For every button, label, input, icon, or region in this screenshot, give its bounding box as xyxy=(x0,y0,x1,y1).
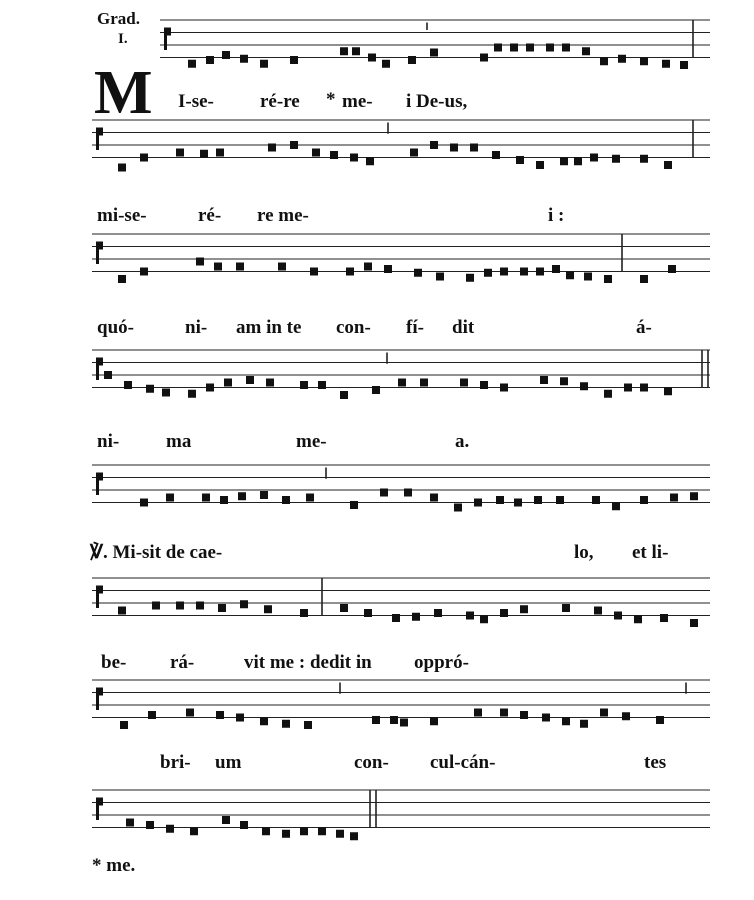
neume-note xyxy=(500,384,508,392)
neume-note xyxy=(664,161,672,169)
neume-note xyxy=(526,44,534,52)
neume-note xyxy=(640,57,648,65)
lyric-syllable: ma xyxy=(166,431,192,452)
neume-note xyxy=(434,609,442,617)
neume-note xyxy=(188,390,196,398)
neume-note xyxy=(264,605,272,613)
neume-note xyxy=(604,390,612,398)
neume-note xyxy=(118,164,126,172)
neume-note xyxy=(304,721,312,729)
lyric-syllable: I-se- xyxy=(178,91,214,112)
neume-note xyxy=(266,379,274,387)
lyric-syllable: ré-re xyxy=(260,91,300,112)
neume-note xyxy=(330,151,338,159)
neume-note xyxy=(176,602,184,610)
lyric-syllable: con- xyxy=(354,752,389,773)
neume-note xyxy=(380,489,388,497)
neume-note xyxy=(224,379,232,387)
neume-note xyxy=(214,263,222,271)
neume-note xyxy=(640,155,648,163)
neume-note xyxy=(562,44,570,52)
lyric-syllable: bri- xyxy=(160,752,191,773)
clef-glyph xyxy=(96,473,103,481)
neume-note xyxy=(282,720,290,728)
lyric-syllable: dit xyxy=(452,317,475,338)
clef-glyph xyxy=(96,480,99,495)
neume-note xyxy=(390,716,398,724)
neume-note xyxy=(660,614,668,622)
neume-note xyxy=(372,716,380,724)
lyric-syllable: á- xyxy=(636,317,652,338)
neume-note xyxy=(562,604,570,612)
neume-note xyxy=(340,391,348,399)
neume-note xyxy=(474,709,482,717)
neume-note xyxy=(186,709,194,717)
neume-note xyxy=(624,384,632,392)
neume-note xyxy=(240,55,248,63)
neume-note xyxy=(216,711,224,719)
lyric-syllable: a. xyxy=(455,431,470,452)
lyric-syllable: rá- xyxy=(170,652,195,673)
neume-note xyxy=(350,154,358,162)
neume-note xyxy=(534,496,542,504)
neume-note xyxy=(310,268,318,276)
clef-glyph xyxy=(96,135,99,150)
neume-note xyxy=(124,381,132,389)
neume-note xyxy=(216,149,224,157)
neume-note xyxy=(640,384,648,392)
lyric-syllable: ni- xyxy=(97,431,120,452)
neume-note xyxy=(612,155,620,163)
neume-note xyxy=(202,494,210,502)
neume-note xyxy=(430,49,438,57)
lyric-syllable: et li- xyxy=(632,542,669,563)
lyric-syllable: me- xyxy=(342,91,373,112)
lyric-syllable: i : xyxy=(548,205,565,226)
neume-note xyxy=(516,156,524,164)
initial-letter: M xyxy=(94,59,153,127)
neume-note xyxy=(398,379,406,387)
clef-glyph xyxy=(164,35,167,50)
neume-note xyxy=(556,496,564,504)
neume-note xyxy=(656,716,664,724)
neume-note xyxy=(408,56,416,64)
neume-note xyxy=(262,827,270,835)
lyric-syllable: me- xyxy=(296,431,327,452)
neume-note xyxy=(166,825,174,833)
neume-note xyxy=(368,54,376,62)
neume-note xyxy=(148,711,156,719)
neume-note xyxy=(460,379,468,387)
neume-note xyxy=(640,496,648,504)
neume-note xyxy=(290,56,298,64)
neume-note xyxy=(600,57,608,65)
neume-note xyxy=(450,144,458,152)
neume-note xyxy=(140,154,148,162)
neume-note xyxy=(200,150,208,158)
lyric-syllable: re me- xyxy=(257,205,309,226)
clef-glyph xyxy=(96,586,103,594)
neume-note xyxy=(236,263,244,271)
clef-glyph xyxy=(96,249,99,264)
neume-note xyxy=(668,265,676,273)
neume-note xyxy=(268,144,276,152)
clef-glyph xyxy=(96,695,99,710)
neume-note xyxy=(480,54,488,62)
neume-note xyxy=(580,720,588,728)
neume-note xyxy=(140,499,148,507)
clef-glyph xyxy=(96,805,99,820)
neume-note xyxy=(300,381,308,389)
neume-note xyxy=(496,496,504,504)
neume-note xyxy=(612,502,620,510)
neume-note xyxy=(318,381,326,389)
neume-note xyxy=(594,607,602,615)
neume-note xyxy=(300,827,308,835)
neume-note xyxy=(246,376,254,384)
neume-note xyxy=(260,491,268,499)
neume-note xyxy=(690,492,698,500)
neume-note xyxy=(546,44,554,52)
neume-note xyxy=(500,268,508,276)
lyric-syllable: am in te xyxy=(236,317,302,338)
neume-note xyxy=(536,161,544,169)
neume-note xyxy=(480,381,488,389)
neume-note xyxy=(196,258,204,266)
neume-note xyxy=(238,492,246,500)
neume-note xyxy=(350,501,358,509)
neume-note xyxy=(206,384,214,392)
neume-note xyxy=(290,141,298,149)
neume-note xyxy=(614,612,622,620)
neume-note xyxy=(240,600,248,608)
lyric-syllable: vit me : dedit in xyxy=(244,652,372,673)
neume-note xyxy=(414,269,422,277)
lyric-syllable: ℣. Mi-sit de cae- xyxy=(90,542,223,563)
piece-label: Grad. xyxy=(97,9,140,28)
neume-note xyxy=(466,274,474,282)
neume-note xyxy=(410,149,418,157)
lyric-syllable: be- xyxy=(101,652,127,673)
clef-glyph xyxy=(96,593,99,608)
neume-note xyxy=(104,371,112,379)
neume-note xyxy=(312,149,320,157)
lyric-syllable: fí- xyxy=(406,317,424,338)
neume-note xyxy=(126,819,134,827)
neume-note xyxy=(634,615,642,623)
lyric-syllable: um xyxy=(215,752,242,773)
neume-note xyxy=(514,499,522,507)
clef-glyph xyxy=(96,128,103,136)
lyric-asterisk: * xyxy=(326,89,336,110)
lyric-syllable: ni- xyxy=(185,317,208,338)
neume-note xyxy=(412,613,420,621)
neume-note xyxy=(582,47,590,55)
neume-note xyxy=(336,830,344,838)
neume-note xyxy=(366,157,374,165)
neume-note xyxy=(118,607,126,615)
clef-glyph xyxy=(96,798,103,806)
neume-note xyxy=(166,494,174,502)
neume-note xyxy=(364,609,372,617)
neume-note xyxy=(420,379,428,387)
neume-note xyxy=(372,386,380,394)
neume-note xyxy=(662,60,670,68)
mode-label: I. xyxy=(118,31,128,47)
neume-note xyxy=(318,827,326,835)
lyric-syllable: lo, xyxy=(574,542,594,563)
neume-note xyxy=(300,609,308,617)
neume-note xyxy=(584,273,592,281)
neume-note xyxy=(218,604,226,612)
neume-note xyxy=(664,387,672,395)
neume-note xyxy=(470,144,478,152)
neume-note xyxy=(542,714,550,722)
neume-note xyxy=(240,821,248,829)
neume-note xyxy=(340,604,348,612)
clef-glyph xyxy=(96,688,103,696)
neume-note xyxy=(474,499,482,507)
neume-note xyxy=(562,717,570,725)
neume-note xyxy=(384,265,392,273)
neume-note xyxy=(382,60,390,68)
neume-note xyxy=(500,709,508,717)
neume-note xyxy=(118,275,126,283)
neume-note xyxy=(520,605,528,613)
neume-note xyxy=(640,275,648,283)
neume-note xyxy=(492,151,500,159)
neume-note xyxy=(140,268,148,276)
neume-note xyxy=(278,263,286,271)
neume-note xyxy=(400,719,408,727)
neume-note xyxy=(520,711,528,719)
neume-note xyxy=(680,61,688,69)
neume-note xyxy=(454,504,462,512)
neume-note xyxy=(466,612,474,620)
clef-glyph xyxy=(96,365,99,380)
neume-note xyxy=(430,141,438,149)
neume-note xyxy=(580,382,588,390)
lyric-syllable: con- xyxy=(336,317,371,338)
neume-note xyxy=(430,494,438,502)
neume-note xyxy=(364,263,372,271)
neume-note xyxy=(352,47,360,55)
neume-note xyxy=(282,496,290,504)
neume-note xyxy=(430,717,438,725)
neume-note xyxy=(574,157,582,165)
clef-glyph xyxy=(96,358,103,366)
neume-note xyxy=(346,268,354,276)
neume-note xyxy=(176,149,184,157)
neume-note xyxy=(484,269,492,277)
neume-note xyxy=(306,494,314,502)
clef-glyph xyxy=(96,242,103,250)
lyric-syllable: tes xyxy=(644,752,667,773)
neume-note xyxy=(436,273,444,281)
neume-note xyxy=(120,721,128,729)
neume-note xyxy=(600,709,608,717)
neume-note xyxy=(196,602,204,610)
neume-note xyxy=(566,271,574,279)
neume-note xyxy=(222,816,230,824)
neume-note xyxy=(520,268,528,276)
neume-note xyxy=(670,494,678,502)
neume-note xyxy=(592,496,600,504)
lyric-syllable: ré- xyxy=(198,205,222,226)
neume-note xyxy=(188,60,196,68)
neume-note xyxy=(152,602,160,610)
neume-note xyxy=(500,609,508,617)
neume-note xyxy=(162,389,170,397)
neume-note xyxy=(604,275,612,283)
lyric-syllable: quó- xyxy=(97,317,134,338)
neume-note xyxy=(260,717,268,725)
neume-note xyxy=(552,265,560,273)
lyric-syllable: i De-us, xyxy=(406,91,468,112)
neume-note xyxy=(540,376,548,384)
neume-note xyxy=(190,827,198,835)
neume-note xyxy=(560,377,568,385)
neume-note xyxy=(206,56,214,64)
neume-note xyxy=(220,496,228,504)
neume-note xyxy=(510,44,518,52)
neume-note xyxy=(690,619,698,627)
neume-note xyxy=(404,489,412,497)
lyric-syllable: mi-se- xyxy=(97,205,147,226)
neume-note xyxy=(146,385,154,393)
neume-note xyxy=(480,615,488,623)
neume-note xyxy=(392,614,400,622)
neume-note xyxy=(260,60,268,68)
neume-note xyxy=(222,51,230,59)
lyric-syllable: oppró- xyxy=(414,652,469,673)
lyric-syllable: * me. xyxy=(92,855,136,876)
neume-note xyxy=(536,268,544,276)
clef-glyph xyxy=(164,28,171,36)
neume-note xyxy=(494,44,502,52)
neume-note xyxy=(560,157,568,165)
neume-note xyxy=(236,714,244,722)
lyric-syllable: cul-cán- xyxy=(430,752,496,773)
neume-note xyxy=(340,47,348,55)
neume-note xyxy=(618,55,626,63)
neume-note xyxy=(282,830,290,838)
neume-note xyxy=(590,154,598,162)
neume-note xyxy=(146,821,154,829)
neume-note xyxy=(622,712,630,720)
neume-note xyxy=(350,832,358,840)
